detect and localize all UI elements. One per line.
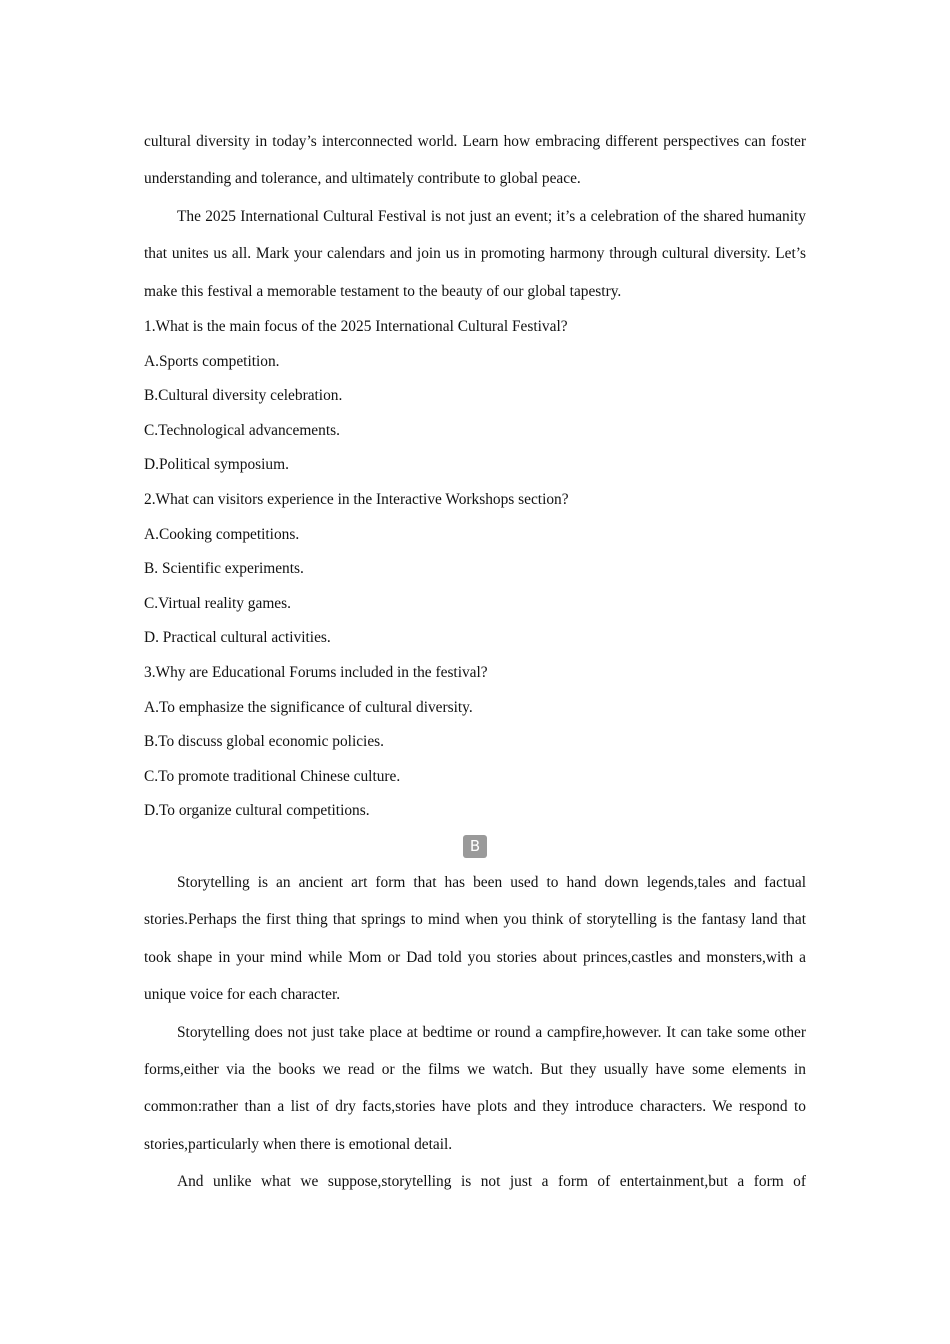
option-a: A.To emphasize the significance of cultural diversity.	[144, 698, 473, 716]
question-2	[144, 483, 806, 656]
option-b: B.To discuss global economic policies.	[144, 733, 385, 751]
option-c: C.Technological advancements.	[144, 421, 340, 439]
option-b: B. Scientific experiments.	[144, 560, 304, 578]
option-c: C.To promote traditional Chinese culture.	[144, 767, 401, 785]
passage-a-paragraph-continued: cultural diversity in today’s interconnected world. Learn how embracing different perspectives can foster understanding and tolerance, and ultimately contribute to global peace.	[144, 133, 806, 188]
question-stem: 2.What can visitors experience in the Interactive Workshops section?	[144, 491, 569, 508]
option-a: A.Sports competition.	[144, 352, 280, 370]
option-d: D.Political symposium.	[144, 456, 289, 474]
option-a: A.Cooking competitions.	[144, 525, 300, 543]
passage-b-paragraph-3: And unlike what we suppose,storytelling is not just a form of entertainment,but a form of	[177, 1173, 806, 1191]
passage-a-paragraph-closing: The 2025 International Cultural Festival is not just an event; it’s a celebration of the shared humanity that unites us all. Mark your calendars and join us in promoting harmony through cultural diversity. Let’s make this festival a memorable testament to the beauty of our global tapestry.	[144, 207, 806, 300]
passage-b-paragraph-2: Storytelling does not just take place at bedtime or round a campfire,however. It can take some other forms,either via the books we read or the films we watch. But they usually have some elements in common:rather than a list of dry facts,stories have plots and they introduce characters. We respond to stories,particularly when there is emotional detail.	[144, 1023, 806, 1153]
option-d: D. Practical cultural activities.	[144, 629, 331, 647]
option-b: B.Cultural diversity celebration.	[144, 387, 343, 405]
passage-b-paragraph-1: Storytelling is an ancient art form that has been used to hand down legends,tales and factual stories.Perhaps the first thing that springs to mind when you think of storytelling is the fantasy land that took shape in your mind while Mom or Dad told you stories about princes,castles and monsters,with a unique voice for each character.	[144, 873, 806, 1004]
question-stem: 3.Why are Educational Forums included in the festival?	[144, 663, 488, 681]
question-3	[144, 656, 806, 829]
question-stem: 1.What is the main focus of the 2025 International Cultural Festival?	[144, 318, 568, 336]
section-b-heading	[144, 829, 806, 864]
question-1	[144, 310, 806, 483]
document-page	[144, 123, 806, 1201]
option-c: C.Virtual reality games.	[144, 594, 291, 612]
section-b-badge: B	[463, 835, 487, 858]
option-d: D.To organize cultural competitions.	[144, 802, 370, 820]
